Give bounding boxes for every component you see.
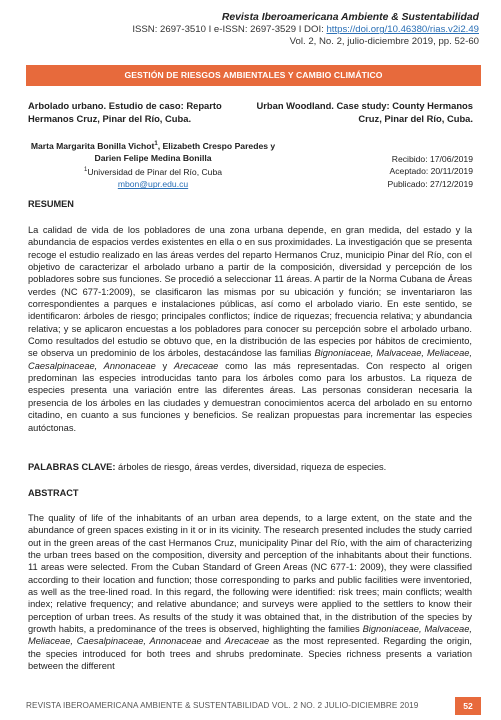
footer-journal-info: REVISTA IBEROAMERICANA AMBIENTE & SUSTENTABILIDAD VOL. 2 NO. 2 JULIO-DICIEMBRE 2019 [26, 701, 419, 710]
resumen-families: Bignoniaceae, Malvaceae, Meliaceae, Caesalpinaceae, Annonaceae [28, 348, 472, 371]
page-number: 52 [455, 697, 481, 715]
abstract-and: and [201, 636, 225, 647]
affiliation-sup: 1 [83, 167, 88, 174]
journal-title: Revista Iberoamericana Ambiente & Sustentabilidad [221, 12, 479, 23]
keywords-label: PALABRAS CLAVE: [28, 462, 116, 472]
title-english: Urban Woodland. Case study: County Hermanos Cruz, Pinar del Río, Cuba. [256, 100, 473, 124]
author-block [28, 138, 278, 191]
resumen-text-2: como las más representadas. Con respecto al origen predominan las especies introducidas tanto para los árboles como para los arbustos. La riqueza de especies presenta una variación entre las diferentes áreas. Las personas consideran necesaria la presencia de los árboles en las ciudades y demuestran conocimientos acerca del arbolado en su entorno citadino, en cuanto a sus funciones y beneficios. Se realizan propuestas para incrementar las especies autóctonas. [28, 360, 472, 433]
abstract-body [28, 512, 472, 672]
date-published: Publicado: 27/12/2019 [387, 178, 473, 189]
page-footer [26, 697, 481, 715]
abstract-text-1: The quality of life of the inhabitants of an urban area depends, to a large extent, on the state and the abundance of green spaces existing in it or in its vicinity. The research presented includes the study carried out in the green areas of the cast Hermanos Cruz, municipality Pinar del Río, with the aim of characterizing the urban trees based on the composition, diversity and perception of the inhabitants about their functions. 11 areas were selected. From the Cuban Standard of Green Areas (NC 677-1: 2009), they were classified according to their location and function; those corresponding to parks and public facilities were inventoried, as well as the tree-lined road. In this regard, the following were identified: risk trees; main conflicts; wealth index; relative frequency; and relative abundance; and surveys were applied to the settlers to know their perception of urban trees. As results of the study it was obtained that, in the distribution of the species by growth habits, a predominance of the trees is observed, highlighting the families [28, 513, 472, 635]
volume-info: Vol. 2, No. 2, julio-diciembre 2019, pp. 52-60 [289, 36, 479, 48]
abstract-families: Bignoniaceae, Malvaceae, Meliaceae, Caesalpinaceae, Annonaceae [28, 624, 472, 647]
abstract-heading: ABSTRACT [28, 488, 79, 498]
date-received: Recibido: 17/06/2019 [391, 154, 473, 164]
email-line [28, 178, 278, 190]
other-authors: , Elizabeth Crespo Paredes y Darien Felipe Medina Bonilla [94, 140, 276, 164]
affiliation [28, 164, 278, 178]
author-email-link[interactable]: mbon@upr.edu.cu [117, 179, 189, 190]
journal-header [132, 12, 479, 49]
resumen-and: y [155, 360, 174, 371]
resumen-family-last: Arecaceae [173, 360, 219, 371]
first-author: Marta Margarita Bonilla Vichot [30, 140, 155, 151]
abstract-text-2: as the most represented. Regarding the origin, the species introduced for both trees and shrubs predominate. Species richness presents a variation between the different [28, 636, 472, 672]
affiliation-text: Universidad de Pinar del Río, Cuba [87, 167, 223, 178]
keywords-text: árboles de riesgo, áreas verdes, diversidad, riqueza de especies. [115, 462, 387, 472]
date-accepted: Aceptado: 20/11/2019 [389, 166, 473, 177]
resumen-text-1: La calidad de vida de los pobladores de una zona urbana depende, en gran medida, del estado y la abundancia de espacios verdes existentes en ella o en sus proximidades. La investigación que se presenta recoge el estudio realizado en las áreas verdes del reparto Hermanos Cruz, municipio Pinar del Río, con el objetivo de caracterizar el arbolado urbano a partir de la composición, diversidad y percepción de los pobladores sobre sus funciones. Se procedió a seleccionar 11 áreas. A partir de la Norma Cubana de Áreas verdes (NC 677-1:2009), se clasificaron las mismas por su ubicación y función; se inventariaron las correspondientes a parques e instalaciones públicas, así como el arbolado viario. En este sentido, se identificaron: árboles de riesgo; principales conflictos; índice de riquezas; frecuencia relativa; y abundancia relativa; y se aplicaron encuestas a los pobladores para conocer su percepción sobre el arbolado urbano. Como resultados del estudio se obtuvo que, en la distribución de las especies por hábitos de crecimiento, se observa un predominio de los árboles, destacándose las familias [28, 225, 472, 359]
resumen-heading: RESUMEN [28, 199, 74, 209]
title-spanish: Arbolado urbano. Estudio de caso: Reparto Hermanos Cruz, Pinar del Río, Cuba. [28, 100, 222, 124]
abstract-family-last: Arecaceae [224, 636, 270, 647]
keywords-line [28, 461, 472, 473]
doi-link[interactable]: https://doi.org/10.46380/rias.v2i2.49 [326, 24, 479, 36]
author-names [28, 138, 278, 164]
affiliation-marker: 1 [154, 141, 158, 147]
section-banner: GESTIÓN DE RIESGOS AMBIENTALES Y CAMBIO CLIMÁTICO [26, 65, 481, 86]
issn-text: ISSN: 2697-3510 I e-ISSN: 2697-3529 I DOI: [132, 24, 327, 36]
date-block [387, 153, 473, 190]
resumen-body [28, 224, 472, 434]
issn-line [132, 24, 479, 36]
